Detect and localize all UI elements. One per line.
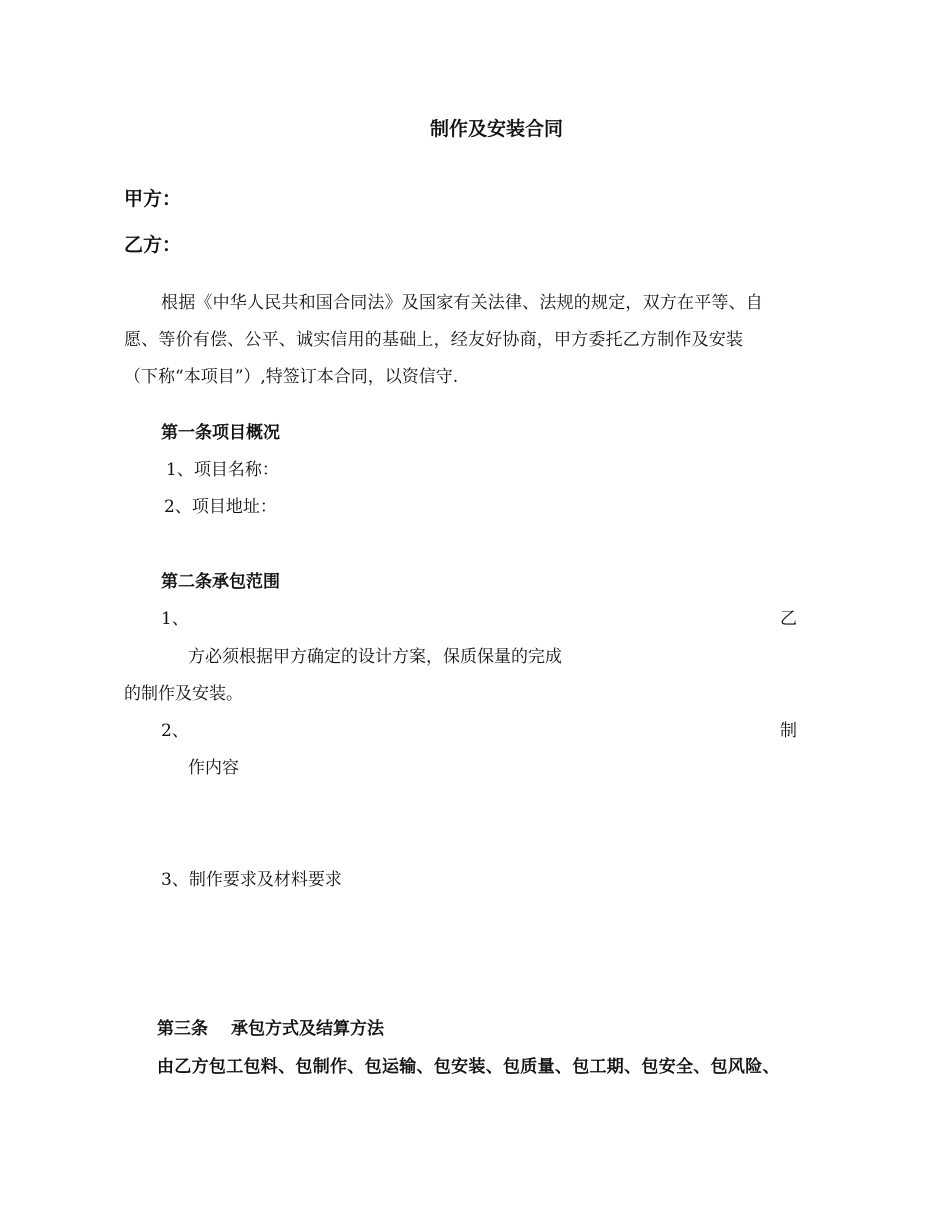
project-name-field: 1、项目名称： xyxy=(166,460,279,480)
scope-item-2-line-2: 作内容 xyxy=(188,758,239,778)
intro-paragraph-line-1: 根据《中华人民共和国合同法》及国家有关法律、法规的规定，双方在平等、自 xyxy=(161,293,763,313)
article-3-heading-number: 第三条 xyxy=(157,1019,208,1039)
intro-paragraph-line-3: （下称“本项目”）,特签订本合同，以资信守. xyxy=(124,367,459,387)
scope-item-1-line-2: 方必须根据甲方确定的设计方案，保质保量的完成 xyxy=(188,647,562,667)
scope-item-2-number: 2、 xyxy=(161,721,189,741)
project-address-field: 2、项目地址： xyxy=(164,497,277,517)
scope-item-1-line-3: 的制作及安装。 xyxy=(124,684,243,704)
scope-item-3: 3、制作要求及材料要求 xyxy=(161,870,342,890)
article-3-line-1: 由乙方包工包料、包制作、包运输、包安装、包质量、包工期、包安全、包风险、 xyxy=(157,1057,780,1077)
intro-paragraph-line-2: 愿、等价有偿、公平、诚实信用的基础上，经友好协商，甲方委托乙方制作及安装 xyxy=(124,330,744,350)
party-a-label: 甲方： xyxy=(124,188,182,210)
document-title: 制作及安装合同 xyxy=(430,118,564,140)
party-b-label: 乙方： xyxy=(124,234,182,256)
article-1-heading: 第一条项目概况 xyxy=(161,423,280,443)
scope-item-1-number: 1、 xyxy=(161,609,189,629)
scope-item-2-right-char: 制 xyxy=(780,721,797,741)
scope-item-1-right-char: 乙 xyxy=(780,609,797,629)
article-2-heading: 第二条承包范围 xyxy=(161,572,280,592)
article-3-heading-text: 承包方式及结算方法 xyxy=(231,1019,384,1039)
